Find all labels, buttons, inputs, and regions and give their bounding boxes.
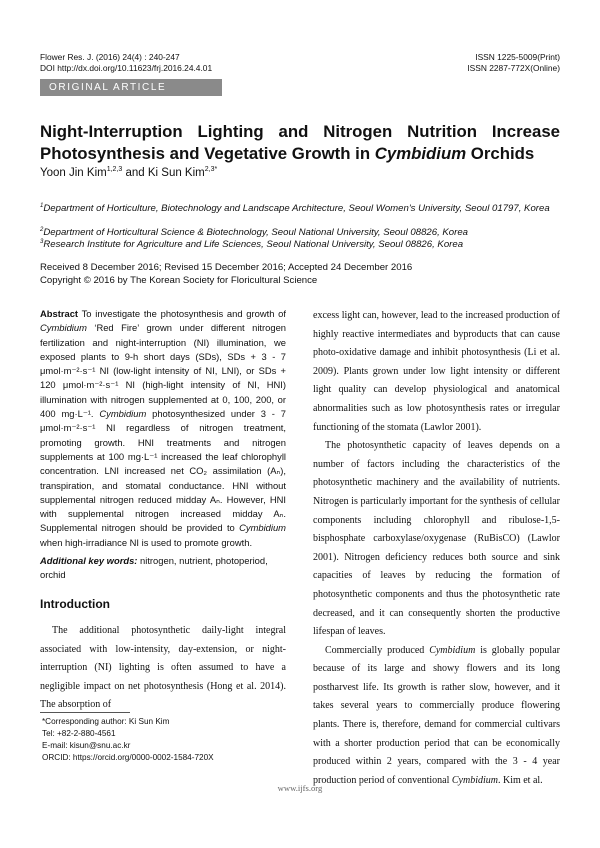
paragraph-photosynthetic-capacity: The photosynthetic capacity of leaves depends on a number of factors including the characteristics of the photosynthetic machinery and the availability of nutrients. Nitrogen is particularly important for the synthesis of cellular components including chlorophyll and ribulose-1,5-bisphosphate carboxylase/oxygenase (RuBisCO) (Lawlor 2001). Nitrogen deficiency reduces both source and sink capacities of leaves by reducing the formation of photosynthetic components and thus the photosynthetic rate decreased, and it can consequently shorten the productive lifespan of leaves. [313, 440, 560, 638]
keywords: Additional key words: nitrogen, nutrient, photoperiod, orchid [40, 555, 268, 581]
telephone: Tel: +82-2-880-4561 [42, 729, 116, 738]
copyright: Copyright © 2016 by The Korean Society for Floricultural Science [40, 275, 318, 286]
paragraph-commercial-cymbidium: Commercially produced Cymbidium is globally popular because of its large and showy flowers and its long postharvest life. Its growth is rather slow, however, and it takes several years to commercially produce flowering plants. There is, therefore, demand for commercial cultivars with a shorter production period that can be economically produced within 2 years, compared with the 3 - 4 year production period of conventional Cymbidium. Kim et al. [313, 644, 560, 786]
intro-paragraph-1: The additional photosynthetic daily-light integral associated with low-intensity, day-extension, or night-interruption (NI) lighting is often assumed to have a negligible impact on net photosynthesis (Hong et al. 2014). The absorption of [40, 625, 286, 711]
journal-citation: Flower Res. J. (2016) 24(4) : 240-247 [40, 52, 180, 62]
journal-website: www.ijfs.org [277, 783, 323, 793]
footnote-rule [40, 712, 130, 713]
right-column-text [313, 307, 560, 790]
issn-print: ISSN 1225-5009(Print) [475, 52, 560, 62]
authors: Yoon Jin Kim$^{1,2,3}$ and Ki Sun Kim$^{2,3*}$ [40, 166, 218, 179]
article-history: Received 8 December 2016; Revised 15 December 2016; Accepted 24 December 2016 [40, 262, 413, 273]
issn-online: ISSN 2287-772X(Online) [467, 63, 560, 73]
affiliation-1: $^1$Department of Horticulture, Biotechnology and Landscape Architecture, Seoul Women's University, Seoul 01797, Korea [40, 203, 550, 215]
orcid: ORCID: https://orcid.org/0000-0002-1584-720X [42, 753, 214, 762]
abstract-label: Abstract [40, 308, 79, 319]
email: E-mail: kisun@snu.ac.kr [42, 741, 131, 750]
affiliation-3: $^3$Research Institute for Agriculture and Life Sciences, Seoul National University, Seoul 08826, Korea [40, 239, 464, 251]
introduction-text [40, 622, 286, 715]
article-title: Night-Interruption Lighting and Nitrogen Nutrition Increase Photosynthesis and Vegetative Growth in Cymbidium Orchids [40, 122, 560, 163]
paragraph-continued: excess light can, however, lead to the increased production of highly reactive intermediates and byproducts that can cause photo-oxidative damage and inhibit photosynthesis (Li et al. 2009). Plants grown under low light intensity or different light quality can develop physiological and anatomical abnormalities such as low photosynthesis rates or irregular functioning of the stomata (Lawlor 2001). [313, 310, 560, 433]
introduction-heading: Introduction [40, 597, 110, 611]
doi-line: DOI http://dx.doi.org/10.11623/frj.2016.24.4.01 [40, 63, 213, 73]
affiliation-2: $^2$Department of Horticultural Science & Biotechnology, Seoul National University, Seoul 08826, Korea [40, 227, 469, 239]
corresponding-author-footnote [42, 716, 214, 764]
article-type-banner: ORIGINAL ARTICLE [40, 79, 222, 96]
corresponding-author: *Corresponding author: Ki Sun Kim [42, 717, 170, 726]
abstract: Abstract To investigate the photosynthesis and growth of Cymbidium ‘Red Fire’ grown under different nitrogen fertilization and night-interruption (NI) illumination, we exposed plants to 9-h short days (SDs), SDs + 3 - 7 μmol·m⁻²·s⁻¹ NI (low-light intensity of NI, LNI), or SDs + 120 μmol·m⁻²·s⁻¹ NI (high-light intensity of NI, HNI) illumination with nitrogen supplemented at 0, 100, 200, or 400 mg·L⁻¹. Cymbidium photosynthesized under 3 - 7 μmol·m⁻²·s⁻¹ NI regardless of nitrogen treatment, promoting growth. HNI treatments and nitrogen supplements at 100 mg·L⁻¹ increased the leaf chlorophyll concentration. LNI increased net CO₂ assimilation (Aₙ), transpiration, and stomatal conductance. HNI without supplemental nitrogen reduced midday Aₙ. However, HNI with supplemental nitrogen increased midday Aₙ. Supplemental nitrogen should be provided to Cymbidium when high-irradiance NI is used to promote growth. [40, 308, 286, 548]
